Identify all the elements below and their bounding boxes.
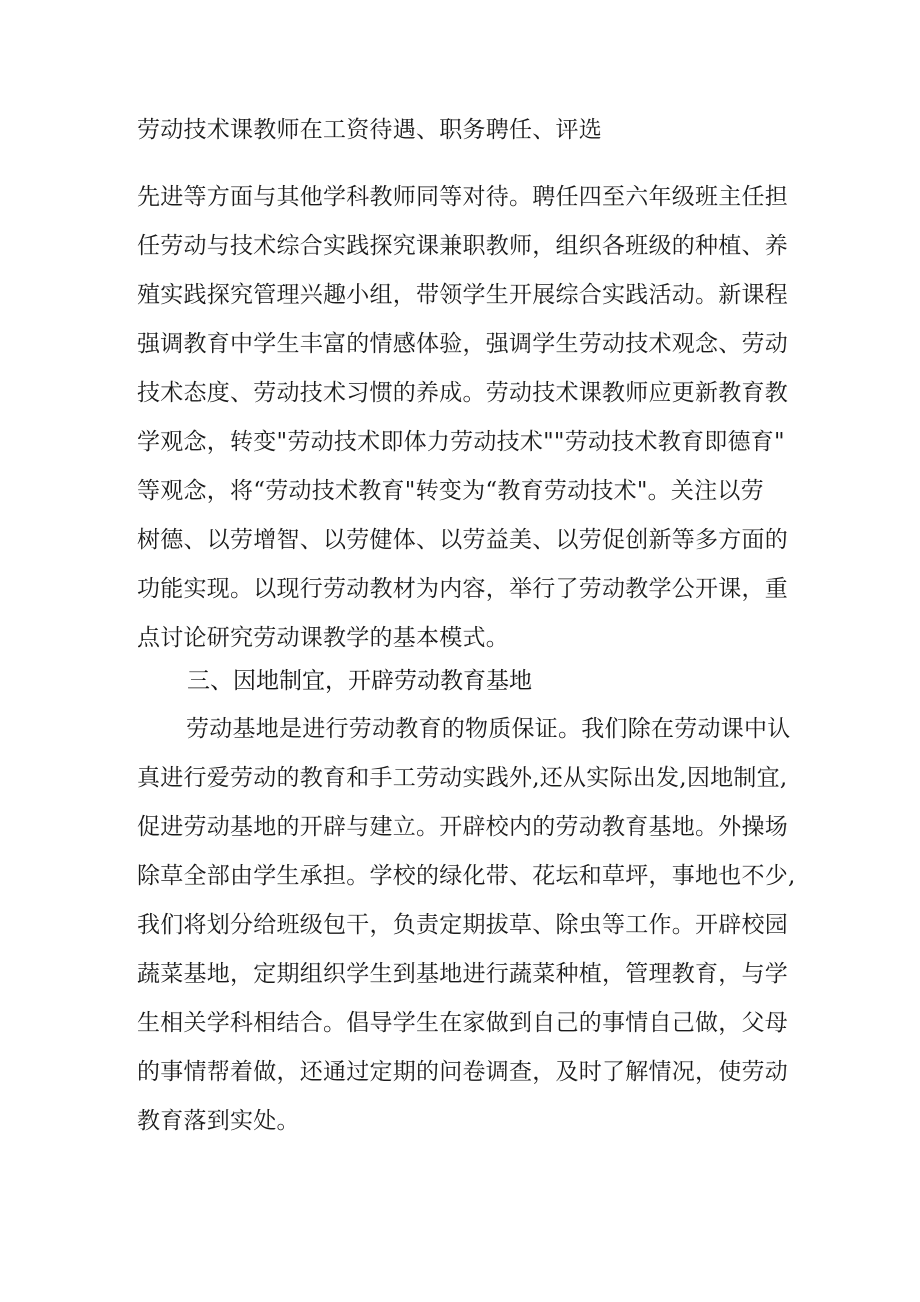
paragraph-line: 蔬菜基地，定期组织学生到基地进行蔬菜种植，管理教育，与学 [137, 961, 788, 987]
paragraph-line: 促进劳动基地的开辟与建立。开辟校内的劳动教育基地。外操场 [137, 814, 788, 840]
paragraph-line: 除草全部由学生承担。学校的绿化带、花坛和草坪，事地也不少, [137, 863, 796, 889]
paragraph-line: 我们将划分给班级包干，负责定期拔草、除虫等工作。开辟校园 [137, 912, 788, 938]
paragraph-line: 技术态度、劳动技术习惯的养成。劳动技术课教师应更新教育教 [137, 380, 788, 406]
paragraph-line: 的事情帮着做，还通过定期的问卷调查，及时了解情况，使劳动 [137, 1059, 788, 1085]
paragraph-line: 学观念，转变"劳动技术即体力劳动技术""劳动技术教育即德育" [137, 429, 785, 455]
paragraph-line: 劳动技术课教师在工资待遇、职务聘任、评选 [137, 117, 602, 143]
paragraph-line: 功能实现。以现行劳动教材为内容，举行了劳动教学公开课，重 [137, 576, 788, 602]
paragraph-line: 殖实践探究管理兴趣小组，带领学生开展综合实践活动。新课程 [137, 282, 788, 308]
paragraph-line: 点讨论研究劳动课教学的基本模式。 [137, 625, 509, 651]
paragraph-line: 教育落到实处。 [137, 1108, 300, 1134]
paragraph-line: 先进等方面与其他学科教师同等对待。聘任四至六年级班主任担 [137, 184, 788, 210]
paragraph-line: 等观念，将“劳动技术教育"转变为“教育劳动技术"。关注以劳 [137, 478, 764, 504]
paragraph-line: 任劳动与技术综合实践探究课兼职教师，组织各班级的种植、养 [137, 233, 788, 259]
paragraph-line: 生相关学科相结合。倡导学生在家做到自己的事情自己做，父母 [137, 1010, 788, 1036]
section-heading: 三、因地制宜，开辟劳动教育基地 [187, 668, 532, 694]
paragraph-line: 劳动基地是进行劳动教育的物质保证。我们除在劳动课中认 [186, 716, 791, 742]
paragraph-line: 树德、以劳增智、以劳健体、以劳益美、以劳促创新等多方面的 [137, 527, 788, 553]
paragraph-line: 强调教育中学生丰富的情感体验，强调学生劳动技术观念、劳动 [137, 331, 788, 357]
paragraph-line: 真进行爱劳动的教育和手工劳动实践外,还从实际出发,因地制宜, [137, 765, 788, 791]
